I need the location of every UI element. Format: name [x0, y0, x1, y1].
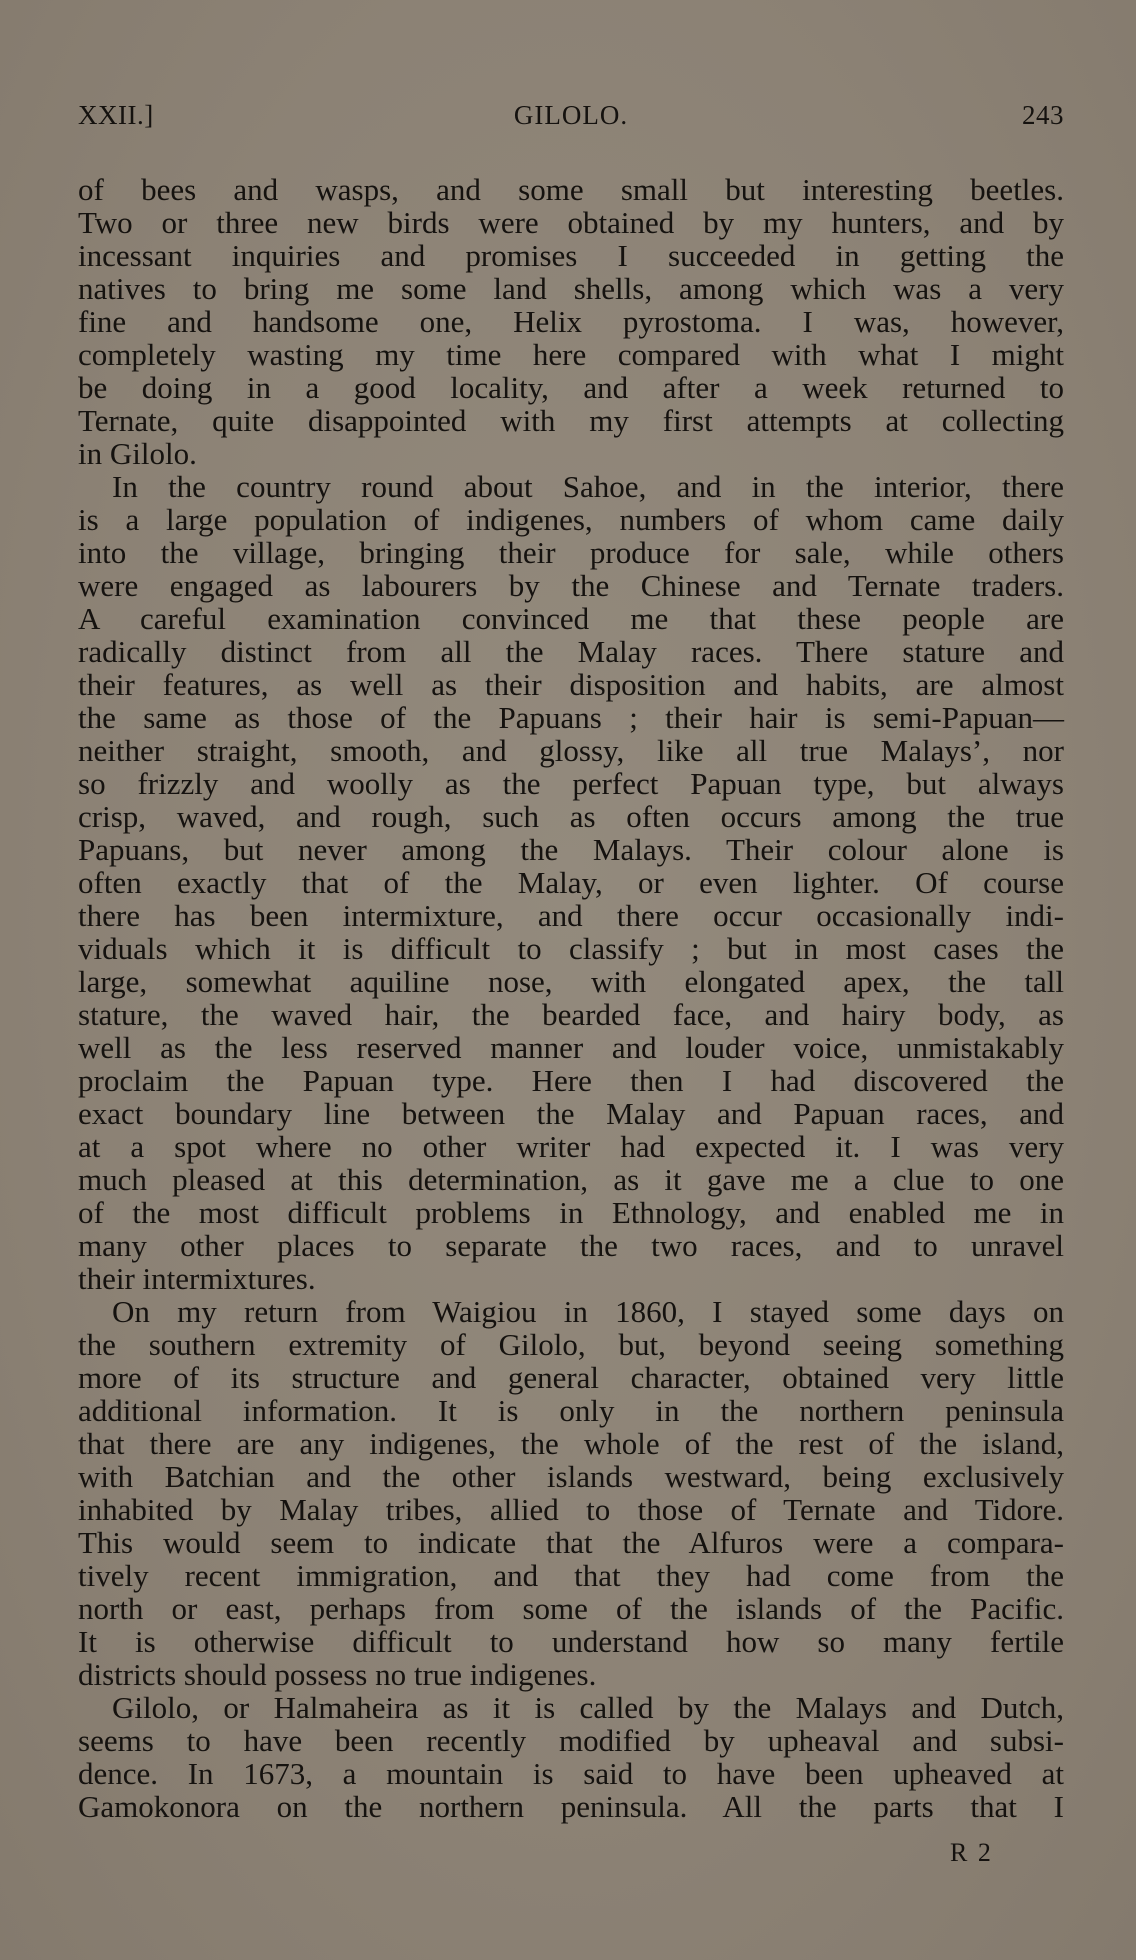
text-line: Papuans, but never among the Malays. Their colour alone is: [78, 832, 1064, 867]
text-line: that there are any indigenes, the whole of the rest of the island,: [78, 1426, 1064, 1461]
text-line: large, somewhat aquiline nose, with elongated apex, the tall: [78, 964, 1064, 999]
text-line: much pleased at this determination, as it gave me a clue to one: [78, 1162, 1064, 1197]
page-number: 243: [1022, 100, 1064, 130]
body-text: [78, 173, 1064, 1823]
text-line: more of its structure and general character, obtained very little: [78, 1360, 1064, 1395]
text-line: Two or three new birds were obtained by my hunters, and by: [78, 205, 1064, 240]
signature-mark: R 2: [950, 1838, 993, 1867]
text-line: completely wasting my time here compared with what I might: [78, 337, 1064, 372]
text-line: On my return from Waigiou in 1860, I stayed some days on: [112, 1294, 1064, 1329]
running-head: [78, 100, 1064, 140]
text-line: the same as those of the Papuans ; their hair is semi-Papuan—: [78, 700, 1064, 735]
text-line: additional information. It is only in the northern peninsula: [78, 1393, 1064, 1428]
text-line: exact boundary line between the Malay and Papuan races, and: [78, 1096, 1064, 1131]
text-line: with Batchian and the other islands westward, being exclusively: [78, 1459, 1064, 1494]
text-line: their intermixtures.: [78, 1261, 316, 1296]
text-line: so frizzly and woolly as the perfect Papuan type, but always: [78, 766, 1064, 801]
text-line: Ternate, quite disappointed with my first attempts at collecting: [78, 403, 1064, 438]
text-line: inhabited by Malay tribes, allied to those of Ternate and Tidore.: [78, 1492, 1064, 1527]
text-line: Gamokonora on the northern peninsula. All the parts that I: [78, 1789, 1064, 1824]
text-line: natives to bring me some land shells, among which was a very: [78, 271, 1064, 306]
text-line: viduals which it is difficult to classify ; but in most cases the: [78, 931, 1064, 966]
text-line: Gilolo, or Halmaheira as it is called by the Malays and Dutch,: [112, 1690, 1064, 1725]
text-line: This would seem to indicate that the Alfuros were a compara-: [78, 1525, 1064, 1560]
text-line: A careful examination convinced me that these people are: [78, 601, 1064, 636]
text-line: fine and handsome one, Helix pyrostoma. I was, however,: [78, 304, 1064, 339]
text-line: It is otherwise difficult to understand how so many fertile: [78, 1624, 1064, 1659]
text-line: well as the less reserved manner and louder voice, unmistakably: [78, 1030, 1064, 1065]
text-line: north or east, perhaps from some of the islands of the Pacific.: [78, 1591, 1064, 1626]
text-line: crisp, waved, and rough, such as often occurs among the true: [78, 799, 1064, 834]
text-line: districts should possess no true indigenes.: [78, 1657, 597, 1692]
text-line: dence. In 1673, a mountain is said to have been upheaved at: [78, 1756, 1064, 1791]
text-line: incessant inquiries and promises I succeeded in getting the: [78, 238, 1064, 273]
text-line: tively recent immigration, and that they had come from the: [78, 1558, 1064, 1593]
text-line: seems to have been recently modified by upheaval and subsi-: [78, 1723, 1064, 1758]
text-line: into the village, bringing their produce for sale, while others: [78, 535, 1064, 570]
text-line: be doing in a good locality, and after a week returned to: [78, 370, 1064, 405]
running-title: GILOLO.: [513, 100, 629, 130]
text-line: neither straight, smooth, and glossy, like all true Malays’, nor: [78, 733, 1064, 768]
chapter-number: XXII.]: [78, 100, 154, 130]
text-line: many other places to separate the two races, and to unravel: [78, 1228, 1064, 1263]
text-line: of bees and wasps, and some small but interesting beetles.: [78, 172, 1064, 207]
text-line: proclaim the Papuan type. Here then I had discovered the: [78, 1063, 1064, 1098]
text-line: were engaged as labourers by the Chinese and Ternate traders.: [78, 568, 1064, 603]
text-line: radically distinct from all the Malay races. There stature and: [78, 634, 1064, 669]
text-line: the southern extremity of Gilolo, but, beyond seeing something: [78, 1327, 1064, 1362]
text-line: often exactly that of the Malay, or even lighter. Of course: [78, 865, 1064, 900]
text-line: in Gilolo.: [78, 436, 197, 471]
text-line: their features, as well as their disposition and habits, are almost: [78, 667, 1064, 702]
text-line: In the country round about Sahoe, and in the interior, there: [112, 469, 1064, 504]
text-line: of the most difficult problems in Ethnology, and enabled me in: [78, 1195, 1064, 1230]
text-line: is a large population of indigenes, numbers of whom came daily: [78, 502, 1064, 537]
text-line: there has been intermixture, and there occur occasionally indi-: [78, 898, 1064, 933]
text-line: at a spot where no other writer had expected it. I was very: [78, 1129, 1064, 1164]
text-line: stature, the waved hair, the bearded face, and hairy body, as: [78, 997, 1064, 1032]
